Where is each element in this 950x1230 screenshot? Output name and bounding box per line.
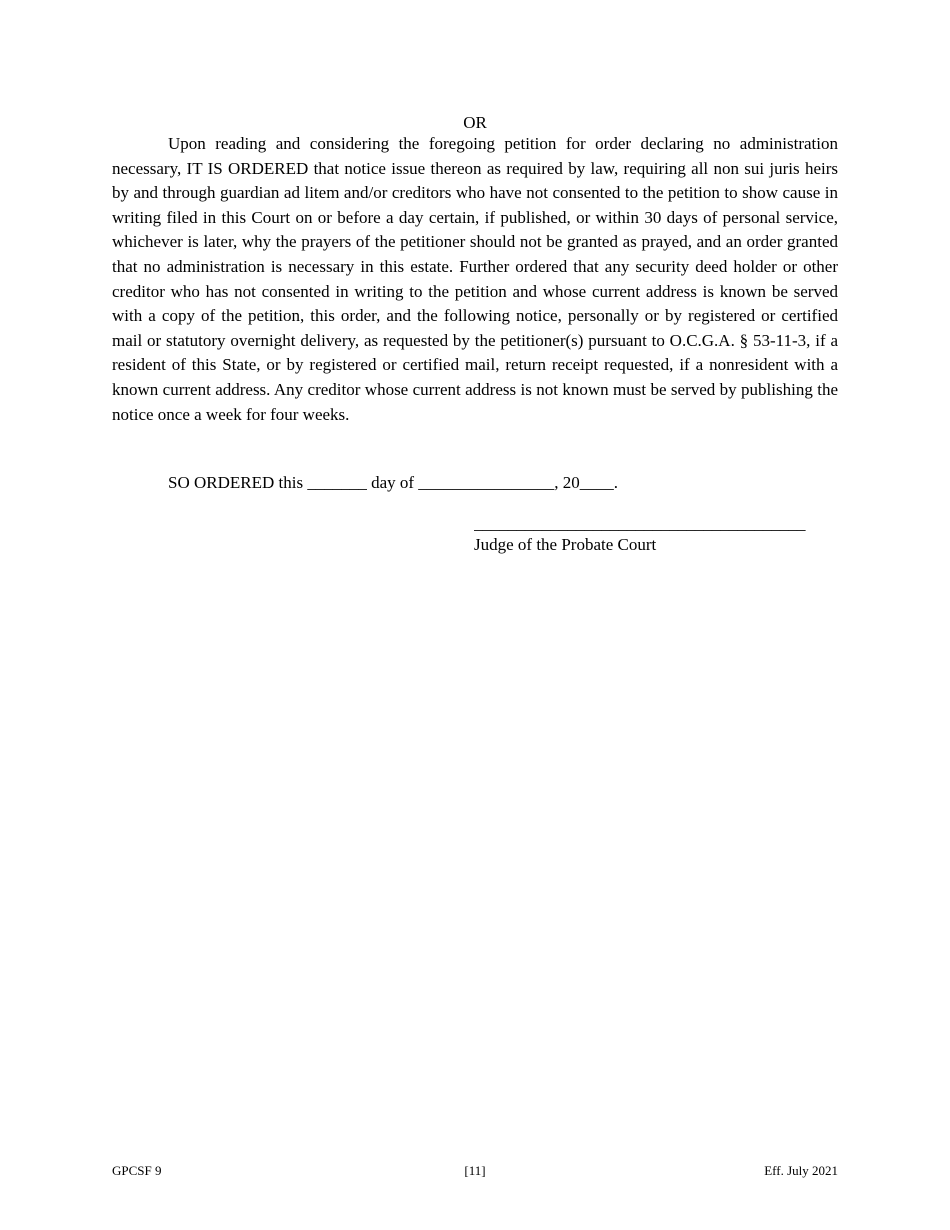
footer-effective-date: Eff. July 2021 (764, 1163, 838, 1178)
judge-signature-line: _______________________________________ (474, 514, 806, 533)
judge-signature-title: Judge of the Probate Court (474, 535, 657, 554)
order-body-paragraph: Upon reading and considering the foregoing petition for order declaring no administration necessary, IT IS ORDERED that notice issue thereon as required by law, requiring all non sui juris heirs by and through guardian ad litem and/or creditors who have not consented to the petition to show cause in writing filed in this Court on or before a day certain, if published, or within 30 days of personal service, whichever is later, why the prayers of the petitioner should not be granted as prayed, and an order granted that no administration is necessary in this estate. Further ordered that any security deed holder or other creditor who has not consented in writing to the petition and whose current address is known be served with a copy of the petition, this order, and the following notice, personally or by registered or certified mail or statutory overnight delivery, as requested by the petitioner(s) pursuant to O.C.G.A. § 53-11-3, if a resident of this State, or by registered or certified mail, return receipt requested, if a nonresident with a known current address. Any creditor whose current address is not known must be served by publishing the notice once a week for four weeks. (112, 134, 838, 424)
or-heading: OR (463, 113, 487, 132)
so-ordered-line: SO ORDERED this _______ day of ________________, 20____. (168, 473, 619, 492)
footer-form-id: GPCSF 9 (112, 1163, 162, 1178)
footer-page-number: [11] (464, 1163, 486, 1178)
